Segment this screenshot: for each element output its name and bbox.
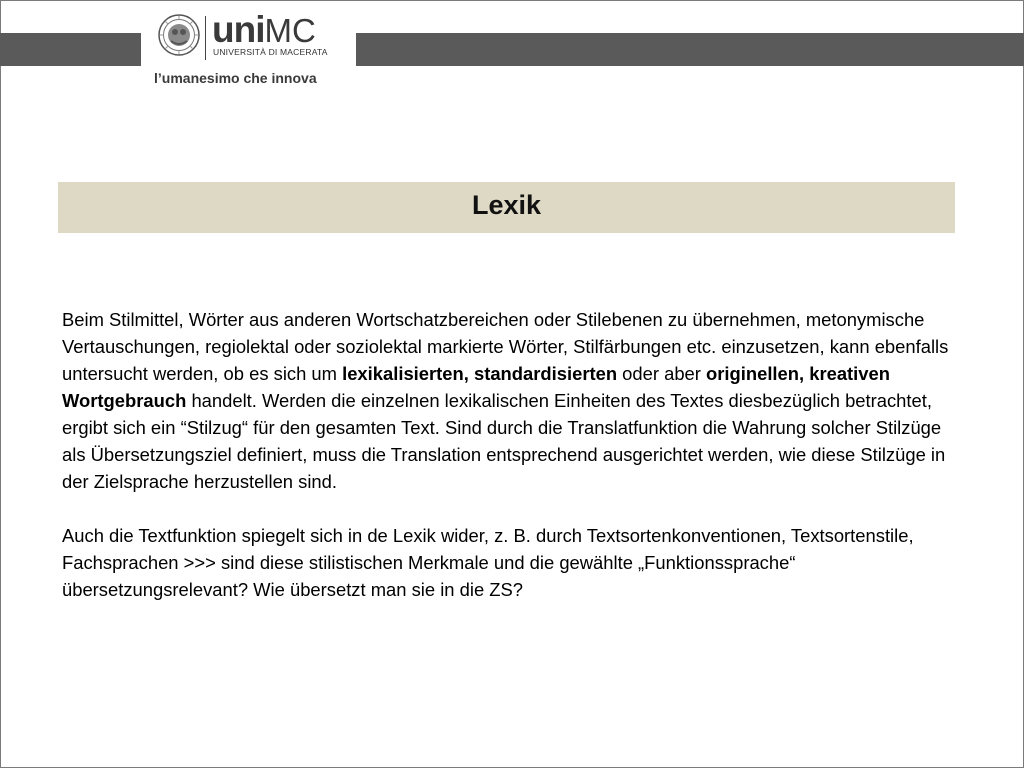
p1-segment: Beim Stilmittel, Wörter aus anderen Wortschatzbereichen oder Stilebenen zu übernehmen, metonymische Vertauschungen, regiolektal oder soziolektal markierte Wörter, Stilfärbungen etc. einzusetzen, kann ebenfalls untersucht werden, ob es sich um [62,309,949,384]
logo-uni: uni [212,9,265,50]
logo-divider [205,16,206,60]
logo-motto: l’umanesimo che innova [154,70,317,86]
paragraph-2: Auch die Textfunktion spiegelt sich in de Lexik wider, z. B. durch Textsortenkonventionen, Textsortenstile, Fachsprachen >>> sind diese stilistischen Merkmale und die gewählte „Funktionssprache“ übersetzungsrelevant? Wie übersetzt man sie in die ZS? [62,525,914,600]
title-bar [58,182,955,233]
p1-segment: handelt. Werden die einzelnen lexikalischen Einheiten des Textes diesbezüglich betrachtet, ergibt sich ein “Stilzug“ für den gesamten Text. Sind durch die Translatfunktion die Wahrung solcher Stilzüge als Übersetzungsziel definiert, muss die Translation entsprechend ausgerichtet werden, wie diese Stilzüge in der Zielsprache herzustellen sind. [62,390,946,492]
logo-mc: MC [264,12,316,49]
university-logo [148,8,350,90]
slide-body [62,306,962,603]
p1-segment: oder aber [617,363,707,384]
university-seal-icon [158,14,200,56]
slide-title: Lexik [471,190,542,220]
p1-bold-term: originellen, kreativen Wortgebrauch [62,363,890,411]
paragraph-1 [62,306,962,495]
header-band-left [0,33,141,66]
logo-wordmark [212,11,316,50]
p1-bold-term: lexikalisierten, standardisierten [342,363,618,384]
header-band-right [356,33,1024,66]
logo-subtitle: UNIVERSITÀ DI MACERATA [213,47,328,57]
